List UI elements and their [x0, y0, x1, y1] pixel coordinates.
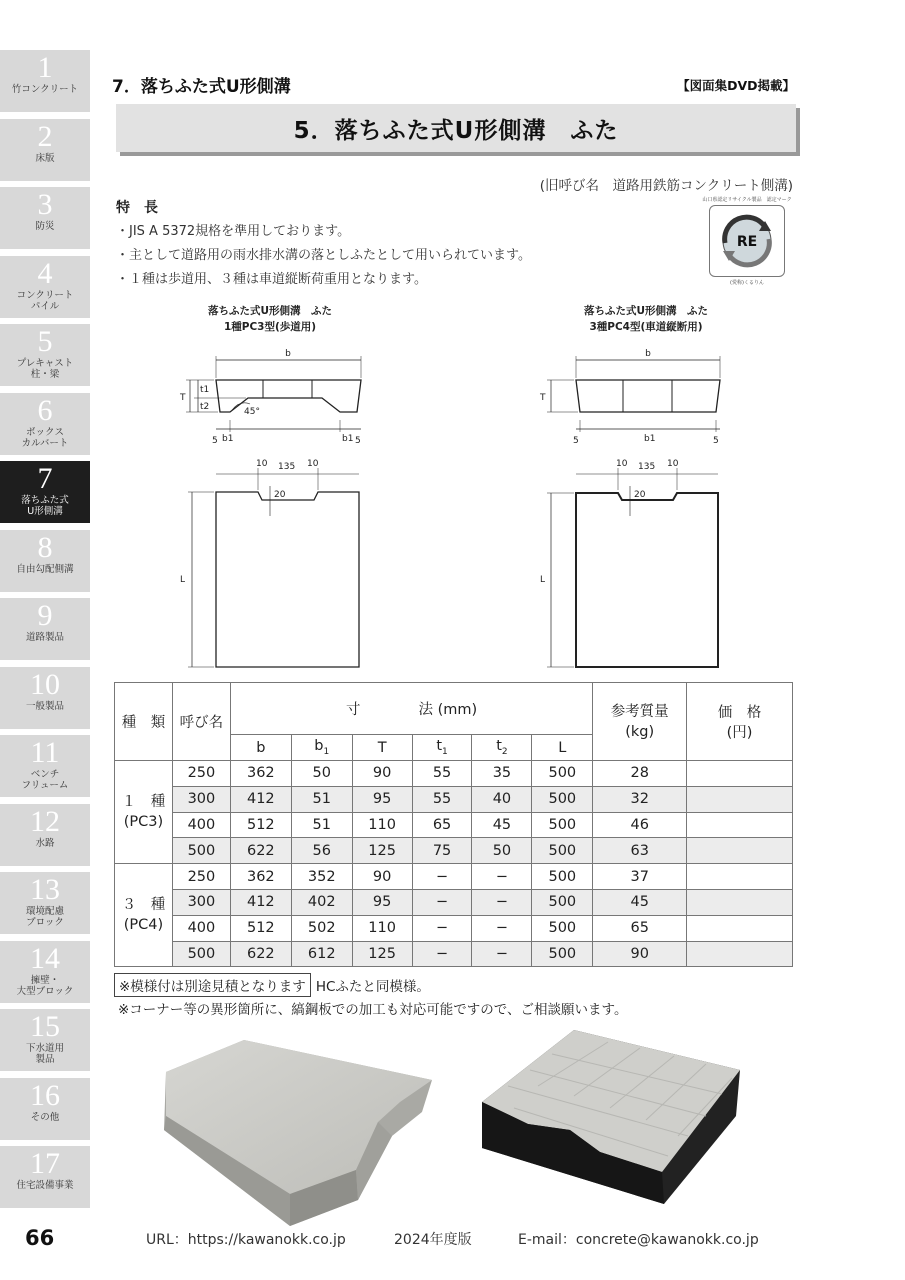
footer-url[interactable]: URL：https://kawanokk.co.jp	[146, 1232, 346, 1248]
drawing-left-title	[190, 303, 350, 335]
tab-13[interactable]	[0, 872, 90, 934]
header-col-b: b	[230, 735, 291, 761]
feature-item: ・主として道路用の雨水排水溝の落としふたとして用いられています。	[116, 248, 531, 263]
dim-5a-left: 5	[212, 436, 218, 446]
tab-2[interactable]	[0, 119, 90, 181]
dim-cell: 110	[352, 812, 412, 838]
section-title: 7．落ちふた式U形側溝	[112, 77, 291, 97]
feature-item: ・１種は歩道用、３種は車道縦断荷重用となります。	[116, 272, 427, 287]
tab-label: 住宅設備事業	[16, 1180, 74, 1191]
tab-number: 1	[37, 51, 53, 84]
table-row	[115, 786, 793, 812]
mass-cell: 32	[593, 786, 687, 812]
tab-label: 防災	[35, 221, 55, 232]
dim-135-left: 135	[278, 462, 296, 472]
tab-number: 8	[37, 530, 53, 564]
dim-cell: 110	[352, 915, 412, 941]
tab-12[interactable]	[0, 804, 90, 866]
spec-table	[114, 682, 793, 967]
tab-label: 自由勾配側溝	[16, 563, 74, 575]
table-row	[115, 941, 793, 967]
mass-cell: 45	[593, 889, 687, 915]
dim-cell: 500	[532, 838, 593, 864]
name-cell: 300	[172, 786, 230, 812]
dim-cell: 412	[230, 889, 291, 915]
dim-cell: 412	[230, 786, 291, 812]
dim-cell: 50	[291, 761, 352, 787]
header-mass: 参考質量 (kg)	[593, 683, 687, 761]
drawing-left-title2: 1種PC3型(歩道用)	[223, 321, 317, 333]
photo-pc3-lid	[160, 1030, 440, 1230]
dim-b-right: b	[645, 349, 651, 359]
table-row	[115, 838, 793, 864]
dim-cell: 512	[230, 812, 291, 838]
dim-cell: 502	[291, 915, 352, 941]
page-title: 5．落ちふた式U形側溝 ふた	[293, 117, 619, 144]
mass-cell: 37	[593, 864, 687, 890]
tab-number: 7	[37, 462, 53, 495]
footer-email[interactable]: E-mail：concrete@kawanokk.co.jp	[518, 1232, 759, 1248]
tab-label: 擁壁・ 大型ブロック	[16, 974, 74, 997]
dim-T-left: T	[180, 393, 186, 403]
note-pattern-box: ※模様付は別途見積となります	[114, 973, 311, 997]
name-cell: 300	[172, 889, 230, 915]
tab-3[interactable]	[0, 187, 90, 249]
mass-cell: 63	[593, 838, 687, 864]
dim-cell: 500	[532, 864, 593, 890]
dim-cell: −	[412, 889, 472, 915]
table-row	[115, 915, 793, 941]
tab-label: 水路	[35, 837, 55, 849]
recycle-nickname: (愛称)くるりん	[730, 280, 764, 286]
dim-L-right: L	[540, 575, 546, 585]
tab-number: 4	[37, 256, 53, 290]
price-cell	[687, 761, 793, 787]
tab-label: 竹コンクリート	[11, 84, 79, 95]
tab-9[interactable]	[0, 598, 90, 660]
tab-number: 9	[37, 599, 53, 632]
dim-cell: 125	[352, 941, 412, 967]
note-corner: ※コーナー等の異形箇所に、縞鋼板での加工も対応可能ですので、ご相談願います。	[118, 1002, 628, 1018]
dim-angle-left: 45°	[244, 407, 260, 417]
dim-cell: 622	[230, 838, 291, 864]
header-kind: 種 類	[115, 683, 173, 761]
name-cell: 400	[172, 915, 230, 941]
tab-number: 14	[30, 941, 60, 975]
dim-b1-right: b1	[644, 434, 656, 444]
tab-number: 17	[30, 1147, 60, 1180]
dim-cell: 402	[291, 889, 352, 915]
recycle-logo-icon	[709, 205, 785, 277]
dim-cell: −	[412, 915, 472, 941]
dim-cell: 40	[472, 786, 532, 812]
name-cell: 500	[172, 941, 230, 967]
feature-item: ・JIS A 5372規格を準用しております。	[116, 224, 351, 239]
tab-10[interactable]	[0, 667, 90, 729]
tab-number: 15	[30, 1010, 60, 1043]
dim-cell: 90	[352, 761, 412, 787]
price-cell	[687, 838, 793, 864]
header-name: 呼び名	[172, 683, 230, 761]
dim-cell: 51	[291, 786, 352, 812]
name-cell: 250	[172, 864, 230, 890]
dim-cell: 75	[412, 838, 472, 864]
dim-cell: −	[472, 915, 532, 941]
header-price: 価 格 (円)	[687, 683, 793, 761]
tab-label: コンクリート パイル	[16, 289, 74, 312]
dim-cell: 362	[230, 761, 291, 787]
dim-cell: 500	[532, 889, 593, 915]
tab-16[interactable]	[0, 1078, 90, 1140]
tab-number: 10	[30, 667, 60, 701]
dim-cell: −	[472, 941, 532, 967]
price-cell	[687, 864, 793, 890]
dim-135-right: 135	[638, 462, 656, 472]
features-list	[116, 220, 531, 292]
dim-b1a-left: b1	[222, 434, 234, 444]
dim-cell: 55	[412, 761, 472, 787]
tab-number: 5	[37, 325, 53, 358]
dim-cell: 362	[230, 864, 291, 890]
tab-label: 道路製品	[25, 632, 64, 643]
tab-label: プレキャスト 柱・梁	[16, 358, 74, 380]
photo-pc4-lid	[478, 1024, 740, 1212]
note-pattern-rest: HCふたと同模様。	[315, 979, 430, 995]
header-dims: 寸 法 (mm)	[230, 683, 592, 735]
table-body	[115, 761, 793, 967]
dim-cell: −	[472, 889, 532, 915]
dim-20-left: 20	[274, 490, 286, 500]
dim-5b-right: 5	[713, 436, 719, 446]
dim-T-right: T	[540, 393, 546, 403]
tab-label: 床版	[35, 152, 55, 164]
table-row	[115, 761, 793, 787]
tab-label: 環境配慮 ブロック	[25, 906, 64, 928]
dim-t1-left: t1	[200, 385, 210, 395]
table-row	[115, 889, 793, 915]
price-cell	[687, 786, 793, 812]
tab-number: 16	[30, 1078, 60, 1112]
recycle-mark	[702, 196, 792, 288]
dim-10b-left: 10	[307, 459, 319, 469]
price-cell	[687, 941, 793, 967]
dim-cell: 55	[412, 786, 472, 812]
tab-4[interactable]	[0, 256, 90, 318]
dim-cell: 35	[472, 761, 532, 787]
dim-cell: 500	[532, 915, 593, 941]
footer-year: 2024年度版	[394, 1232, 472, 1248]
mass-cell: 28	[593, 761, 687, 787]
header-col-t1: $t_1$	[412, 735, 472, 761]
dim-L-left: L	[180, 575, 186, 585]
price-cell	[687, 889, 793, 915]
dim-5b-left: 5	[355, 436, 361, 446]
mass-cell: 90	[593, 941, 687, 967]
table-row	[115, 812, 793, 838]
dim-cell: 65	[412, 812, 472, 838]
header-col-b1: $b_1$	[291, 735, 352, 761]
dim-cell: −	[472, 864, 532, 890]
dim-10b-right: 10	[667, 459, 679, 469]
price-cell	[687, 812, 793, 838]
dim-cell: 95	[352, 889, 412, 915]
page-number: 66	[25, 1226, 55, 1250]
dim-cell: 50	[472, 838, 532, 864]
kind-cell: １ 種 (PC3)	[115, 761, 173, 864]
header-col-t2: $t_2$	[472, 735, 532, 761]
name-cell: 400	[172, 812, 230, 838]
dim-cell: 622	[230, 941, 291, 967]
mass-cell: 46	[593, 812, 687, 838]
tab-number: 2	[37, 119, 53, 153]
recycle-caption: 山口県認定リサイクル製品 認定マーク	[702, 197, 792, 203]
tab-number: 12	[30, 804, 60, 838]
recycle-logo-text: RE	[736, 234, 758, 250]
tab-5[interactable]	[0, 324, 90, 386]
dim-cell: 500	[532, 812, 593, 838]
dim-cell: 51	[291, 812, 352, 838]
dim-cell: 512	[230, 915, 291, 941]
dim-cell: 352	[291, 864, 352, 890]
kind-cell: ３ 種 (PC4)	[115, 864, 173, 967]
mass-cell: 65	[593, 915, 687, 941]
tab-7[interactable]	[0, 461, 90, 523]
drawing-right-title2: 3種PC4型(車道縦断用)	[589, 321, 703, 333]
tab-number: 6	[37, 393, 53, 427]
note-pattern	[114, 973, 430, 997]
tab-6[interactable]	[0, 393, 90, 455]
dim-cell: 95	[352, 786, 412, 812]
tab-17[interactable]	[0, 1146, 90, 1208]
tab-1[interactable]	[0, 50, 90, 112]
dim-10a-left: 10	[256, 459, 268, 469]
price-cell	[687, 915, 793, 941]
dim-20-right: 20	[634, 490, 646, 500]
tab-11[interactable]	[0, 735, 90, 797]
dim-cell: 612	[291, 941, 352, 967]
header-col-T: T	[352, 735, 412, 761]
drawing-left-title1: 落ちふた式U形側溝 ふた	[207, 305, 333, 317]
drawing-right-title	[566, 303, 726, 335]
dim-cell: 56	[291, 838, 352, 864]
header-col-L: L	[532, 735, 593, 761]
name-cell: 500	[172, 838, 230, 864]
dim-10a-right: 10	[616, 459, 628, 469]
tab-label: ボックス カルバート	[21, 426, 69, 449]
dim-b-left: b	[285, 349, 291, 359]
features-heading: 特長	[116, 200, 172, 216]
name-cell: 250	[172, 761, 230, 787]
dim-cell: 500	[532, 941, 593, 967]
tab-number: 11	[30, 736, 60, 769]
dim-cell: 500	[532, 786, 593, 812]
dim-cell: 500	[532, 761, 593, 787]
dim-cell: 45	[472, 812, 532, 838]
dim-cell: −	[412, 864, 472, 890]
tab-label: 下水道用 製品	[25, 1043, 64, 1065]
dim-cell: −	[412, 941, 472, 967]
dim-cell: 90	[352, 864, 412, 890]
tab-15[interactable]	[0, 1009, 90, 1071]
tab-number: 13	[30, 873, 60, 906]
tab-label: 一般製品	[25, 700, 64, 712]
table-row	[115, 864, 793, 890]
tab-8[interactable]	[0, 530, 90, 592]
tab-label: その他	[30, 1111, 60, 1123]
dim-cell: 125	[352, 838, 412, 864]
old-name: (旧呼び名 道路用鉄筋コンクリート側溝)	[539, 178, 793, 194]
dim-t2-left: t2	[200, 402, 210, 412]
tab-label: ベンチ フリューム	[21, 769, 69, 791]
tab-number: 3	[37, 188, 53, 221]
tab-14[interactable]	[0, 941, 90, 1003]
dim-5a-right: 5	[573, 436, 579, 446]
dvd-label: 【図面集DVD掲載】	[677, 78, 795, 93]
title-band	[116, 104, 796, 152]
tab-label: 落ちふた式 U形側溝	[21, 495, 69, 517]
drawing-right-title1: 落ちふた式U形側溝 ふた	[583, 305, 709, 317]
dim-b1b-left: b1	[342, 434, 354, 444]
